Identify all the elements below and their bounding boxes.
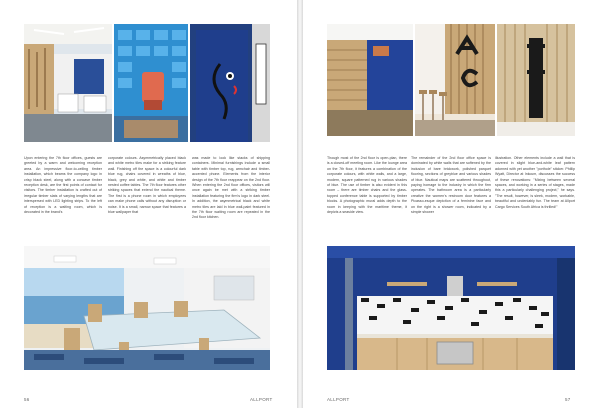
phone-room-photo (114, 24, 188, 142)
right-page-number: 57 (565, 397, 571, 402)
right-text-column-2 (411, 156, 491, 215)
reception-photo (24, 24, 112, 142)
left-text-column-1 (24, 156, 102, 215)
body-paragraph: illustration. Other elements include a wall that is covered in slight blue-and-white leaf pattern adorned with yet another "porthole" sticker. Phillip Wyatt, Director at Inkcum, discusses the success of these renovations: "Mixing between several spaces, and working in a series of stages, made this a particularly challenging project," he says. "The result, however, is sleek, modern, workable, beautiful and undeniably fun. The team at Allport Cargo Services South Africa is thrilled!" (495, 156, 575, 209)
right-page (303, 0, 600, 408)
left-running-head: ALLPORT (250, 397, 273, 402)
left-text-column-3 (192, 156, 270, 221)
corridor-photo (327, 24, 413, 136)
left-page-number: 56 (24, 397, 30, 402)
restroom-door-photo (190, 24, 270, 142)
body-paragraph: was made to look like stacks of shipping containers. Minimal furnishings include a small table with timber top, rug, armchair and timber-accented phone. Elements from the interior design of the 7th floor reappear on the 2nd floor. When entering the 2nd floor offices, visitors will once again be met with a striking timber installation featuring the firm's logo in dark steel. In addition, the asymmetrical black and white metro tiles are laid in blue wall-paint featured in the 7th floor waiting room are repeated in the 2nd floor kitchen. (192, 156, 270, 220)
meeting-room-photo (24, 246, 270, 370)
body-paragraph: corporate colours. Asymmetrically placed black and white metro tiles make for a striking feature wall. Finishing off the space is a colourful dark blue rug, chairs covered in wreaths of blue, black, grey and white, and white and timber nested coffee tables. The 7th floor features other striking spaces that extend the nautical theme. The first is a phone room in which employees can make phone calls without any disruption or noise. It is a small, narrow space that features a blue wallpaper that (108, 156, 186, 215)
body-paragraph: Though most of the 2nd floor is open-plan, there is a closed-off meeting room. Like the lounge area on the 7th floor, it features a combination of the corporate colours, with white walls, and a large, modern, square patterned rug in various shades of blue. The use of timber is also evident in this room – there are timber chairs and the glass-topped conference table is supported by timber blocks. A photographic mural adds depth to the room in keeping with the maritime theme, it depicts a seaside view. (327, 156, 407, 215)
body-paragraph: Upon entering the 7th floor offices, guests are greeted by a warm and welcoming reception area. An impressive floor-to-ceiling timber installation, which beams the company logo in crisp black steel, along with a concave timber reception desk, are the first points of contact for visitors. The timber installation is crafted out of irregular timber slats of varying lengths that are interspersed with LED lighting strips. To the left of reception is a waiting room, which is decorated in the brand's (24, 156, 102, 215)
timber-logo-photo (497, 24, 575, 136)
kitchen-photo (327, 246, 575, 370)
logo-wall-photo (415, 24, 495, 136)
body-paragraph: The remainder of the 2nd floor office space is dominated by white walls that are softened by the inclusion of bare brickwork, polished parquet flooring, sections of greyblue and various shades of blue. Nautical maps are scattered throughout, paying homage to the industry in which the firm operates. The bathroom area is a particularly creative the women's restroom door features a Picasso-esque depiction of a feminine face and on the right is a shower room, indicated by a simple shower (411, 156, 491, 215)
right-text-column-1 (327, 156, 407, 215)
right-text-column-3 (495, 156, 575, 210)
left-text-column-2 (108, 156, 186, 215)
right-running-head: ALLPORT (327, 397, 350, 402)
left-page (0, 0, 297, 408)
